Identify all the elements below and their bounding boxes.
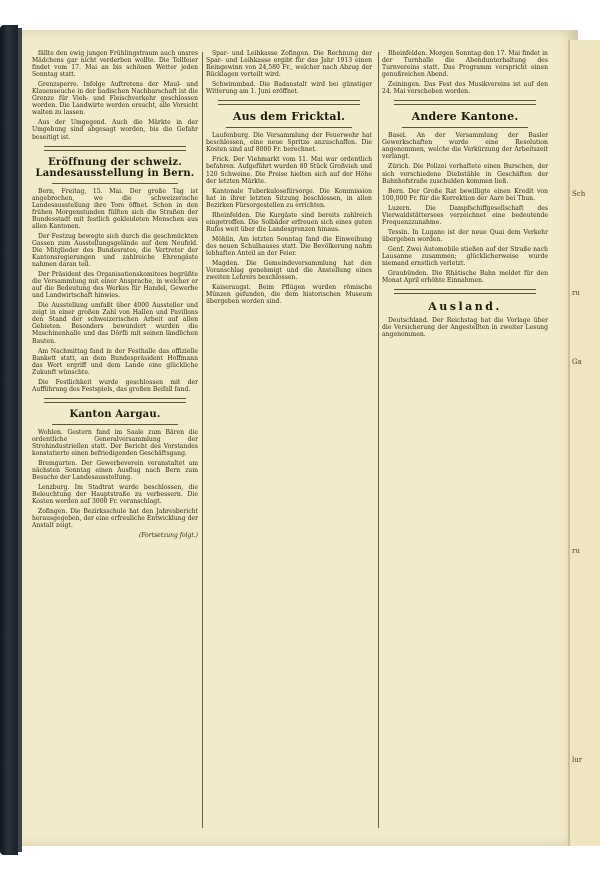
paragraph: Laufenburg. Die Versammlung der Feuerwehr hat beschlossen, eine neue Spritze anzuschaffen. Die Kosten sind auf 8000 Fr. berechnet. [206,132,372,154]
paragraph: Die Festlichkeit wurde geschlossen mit der Aufführung des Festspiels, das großen Beifall fand. [32,378,198,393]
facing-page-edge [568,40,600,846]
paragraph: Bern, Freitag, 15. Mai. Der große Tag ist angebrochen, wo die schweizerische Landesausstellung ihre Tore öffnet. Schon in den frühen Morgenstunden füllten sich die Straßen der Bundesstadt mit festlich gekleideten Menschen aus allen Kantonen. [32,187,198,230]
paragraph: Wohlen. Gestern fand im Saale zum Bären die ordentliche Generalversammlung der Strohindustriellen statt. Der Bericht des Vorstandes konstatierte einen befriedigenden Geschäftsgang. [32,428,198,457]
paragraph: Möhlin. Am letzten Sonntag fand die Einweihung des neuen Schulhauses statt. Die Bevölkerung nahm lebhaften Anteil an der Feier. [206,235,372,257]
paragraph: Zürich. Die Polizei verhaftete einen Burschen, der sich verschiedene Diebstähle in Geschäften der Bahnhofstraße zuschulden kommen ließ. [382,163,548,185]
facing-page-fragment: Sch [572,190,586,198]
paragraph: Deutschland. Der Reichstag hat die Vorlage über die Versicherung der Angestellten in zweiter Lesung angenommen. [382,317,548,339]
paragraph: Der Präsident des Organisationskomitees begrüßte die Versammlung mit einer Ansprache, in welcher er auf die Bedeutung des Werkes für Handel, Gewerbe und Landwirtschaft hinwies. [32,271,198,300]
paragraph: Am Nachmittag fand in der Festhalle das offizielle Bankett statt, an dem Bundespräsident Hoffmann das Wort ergriff und dem Lande eine glückliche Zukunft wünschte. [32,347,198,376]
column-rule [378,52,379,828]
column-3 [382,50,548,832]
facing-page-fragment: ru [572,547,580,555]
paragraph: Rheinfelden. Morgen Sonntag den 17. Mai findet in der Turnhalle die Abendunterhaltung des Turnvereins statt. Das Programm verspricht einen genußreichen Abend. [382,50,548,79]
paragraph: Lenzburg. Im Stadtrat wurde beschlossen, die Beleuchtung der Hauptstraße zu verbessern. Die Kosten werden auf 3000 Fr. veranschlagt. [32,484,198,506]
divider [52,424,178,425]
facing-page-fragment: lur [572,756,583,764]
divider [394,100,536,105]
paragraph: Basel. An der Versammlung der Basler Gewerkschaften wurde eine Resolution angenommen, welche die Verkürzung der Arbeitszeit verlangt. [382,132,548,161]
paragraph: Der Festzug bewegte sich durch die geschmückten Gassen zum Ausstellungsgelände auf dem Neufeld. Die Mitglieder des Bundesrates, die Vertreter der Kantonsregierungen und zahlreiche Ehrengäste nahmen daran teil. [32,232,198,269]
column-2 [206,50,372,832]
paragraph: Bremgarten. Der Gewerbeverein veranstaltet am nächsten Sonntag einen Ausflug nach Bern zum Besuche der Landesausstellung. [32,460,198,482]
paragraph: Graubünden. Die Rhätische Bahn meldet für den Monat April erhöhte Einnahmen. [382,270,548,285]
paragraph: Kantonale Tuberkulosefürsorge. Die Kommission hat in ihrer letzten Sitzung beschlossen, in allen Bezirken Fürsorgestellen zu errichten. [206,187,372,209]
divider [402,127,528,128]
divider [218,100,360,105]
paragraph: Spar- und Leihkasse Zofingen. Die Rechnung der Spar- und Leihkasse ergibt für das Jahr 1913 einen Reingewinn von 24,580 Fr., welcher nach Abzug der Rücklagen verteilt wird. [206,50,372,79]
column-rule [202,52,203,828]
continuation-note: (Fortsetzung folgt.) [139,532,198,540]
paragraph: Tessin. In Lugano ist der neue Quai dem Verkehr übergeben worden. [382,228,548,243]
paragraph: Kaiseraugst. Beim Pflügen wurden römische Münzen gefunden, die dem historischen Museum übergeben worden sind. [206,284,372,306]
paragraph: Magden. Die Gemeindeversammlung hat den Voranschlag genehmigt und die Anstellung eines zweiten Lehrers beschlossen. [206,260,372,282]
divider [44,398,186,403]
paragraph: Rheinfelden. Die Kurgäste sind bereits zahlreich eingetroffen. Die Solbäder erfreuen sich eines guten Rufes weit über die Landesgrenzen hinaus. [206,211,372,233]
paragraph: Die Ausstellung umfaßt über 4000 Aussteller und zeigt in einer großen Zahl von Hallen und Pavillons den Stand der schweizerischen Arbeit auf allen Gebieten. Besonders bewundert wurden die Maschinenhalle und das Dörfli mit seinen ländlichen Bauten. [32,302,198,345]
paragraph: fällte den ewig jungen Frühlingstraum auch unsres Mädchens gar nicht verderben wollte. Die Tellfeier findet vom 17. Mai an bis schönen Wetter jeden Sonntag statt. [32,50,198,79]
paragraph: Grenzsperre. Infolge Auftretens der Maul- und Klauenseuche in der badischen Nachbarschaft ist die Grenze für Vieh- und Fleischverkehr geschlossen worden. Die Landwirte werden ersucht, alle Vorsicht walten zu lassen. [32,81,198,117]
divider [226,127,352,128]
paragraph: Zeiningen. Das Fest des Musikvereins ist auf den 24. Mai verschoben worden. [382,81,548,96]
facing-page-fragment: ru [572,289,580,297]
article-heading: Eröffnung der schweiz. Landesausstellung in Bern. [35,156,195,179]
divider [52,183,178,184]
divider [44,146,186,151]
paragraph: Bern. Der Große Rat bewilligte einen Kredit von 100,000 Fr. für die Korrektion der Aare bei Thun. [382,187,548,202]
divider [394,289,536,294]
paragraph: Genf. Zwei Automobile stießen auf der Straße nach Lausanne zusammen; glücklicherweise wurde niemand ernstlich verletzt. [382,245,548,268]
newspaper-page [22,30,578,846]
section-heading: Kanton Aargau. [69,408,161,420]
section-heading: Aus dem Fricktal. [232,110,346,124]
facing-page-fragment: Ga [572,358,582,366]
paragraph: Luzern. Die Dampfschiffgesellschaft des Vierwaldstättersees verzeichnet eine bedeutende Frequenzzunahme. [382,204,548,226]
section-heading: Ausland. [428,300,502,314]
paragraph: Schwimmbad. Die Badanstalt wird bei günstiger Witterung am 1. Juni eröffnet. [206,81,372,96]
book-spine [0,25,18,855]
paragraph: Aus der Umgegend. Auch die Märkte in der Umgebung sind abgesagt worden, bis die Gefahr beseitigt ist. [32,119,198,141]
paragraph: Zofingen. Die Bezirksschule hat den Jahresbericht herausgegeben, der eine erfreuliche Entwicklung der Anstalt zeigt. [32,508,198,530]
column-1 [32,50,198,832]
section-heading: Andere Kantone. [411,110,519,124]
paragraph: Frick. Der Viehmarkt vom 11. Mai war ordentlich befahren. Aufgeführt wurden 80 Stück Großvieh und 120 Schweine. Die Preise hielten sich auf der Höhe der letzten Märkte. [206,156,372,185]
